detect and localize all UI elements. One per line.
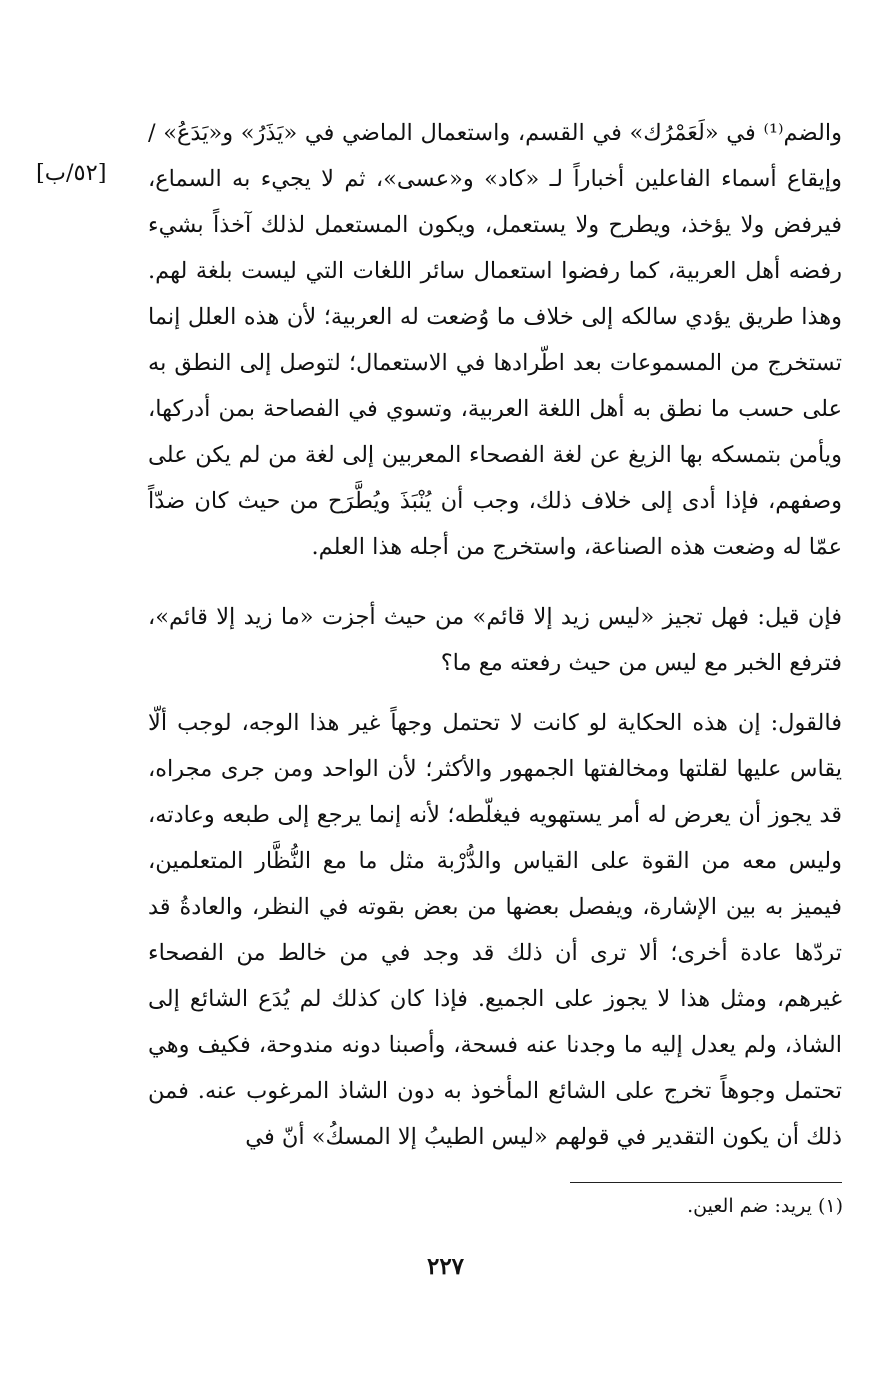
body-paragraph-1: والضم⁽¹⁾ في «لَعَمْرُك» في القسم، واستعمال الماضي في «يَذَرُ» و«يَدَعُ» / وإيقاع أسماء الفاعلين أخباراً لـ «كاد» و«عسى»، ثم لا يجيء به السماع، فيرفض ولا يؤخذ، ويطرح ولا يستعمل، ويكون المستعمل لذلك آخذاً بشيء رفضه أهل العربية، كما رفضوا استعمال سائر اللغات التي ليست بلغة لهم. وهذا طريق يؤدي سالكه إلى خلاف ما وُضعت له العربية؛ لأن هذه العلل إنما تستخرج من المسموعات بعد اطّرادها في الاستعمال؛ لتوصل إلى النطق به على حسب ما نطق به أهل اللغة العربية، وتسوي في الفصاحة بمن أدركها، ويأمن بتمسكه بها الزيغ عن لغة الفصحاء المعربين إلى لغة من لم يكن على وصفهم، فإذا أدى إلى خلاف ذلك، وجب أن يُنْبَذَ ويُطَّرَح من حيث كان ضدّاً عمّا له وضعت هذه الصناعة، واستخرج من أجله هذا العلم. [148, 120, 842, 560]
page-number: ٢٢٧ [426, 1253, 465, 1280]
footnote-divider [570, 1182, 842, 1183]
footnote: (١) يريد: ضم العين. [687, 1195, 843, 1217]
body-paragraph-2: فإن قيل: فهل تجيز «ليس زيد إلا قائم» من حيث أجزت «ما زيد إلا قائم»، فترفع الخبر مع ليس من حيث رفعته مع ما؟ [148, 604, 842, 676]
body-paragraph-3: فالقول: إن هذه الحكاية لو كانت لا تحتمل وجهاً غير هذا الوجه، لوجب ألّا يقاس عليها لقلتها ومخالفتها الجمهور والأكثر؛ لأن الواحد ومن جرى مجراه، قد يجوز أن يعرض له أمر يستهويه فيغلّطه؛ لأنه إنما يرجع إلى طبعه وعادته، وليس معه من القوة على القياس والدُّرْبة مثل ما مع النُّظَّار المتعلمين، فيميز به بين الإشارة، ويفصل بعضها من بعض بقوته في النظر، والعادةُ قد تردّها عادة أخرى؛ ألا ترى أن ذلك قد وجد في من خالط من الفصحاء غيرهم، ومثل هذا لا يجوز على الجميع. فإذا كان كذلك لم يُدَع الشائع إلى الشاذ، ولم يعدل إليه ما وجدنا عنه فسحة، وأصبنا دونه مندوحة، فكيف وهي تحتمل وجوهاً تخرج على الشائع المأخوذ به دون الشاذ المرغوب عنه. فمن ذلك أن يكون التقدير في قولهم «ليس الطيبُ إلا المسكُ» أنّ في [148, 710, 842, 1150]
margin-folio-reference: [٥٢/ب] [36, 160, 107, 186]
